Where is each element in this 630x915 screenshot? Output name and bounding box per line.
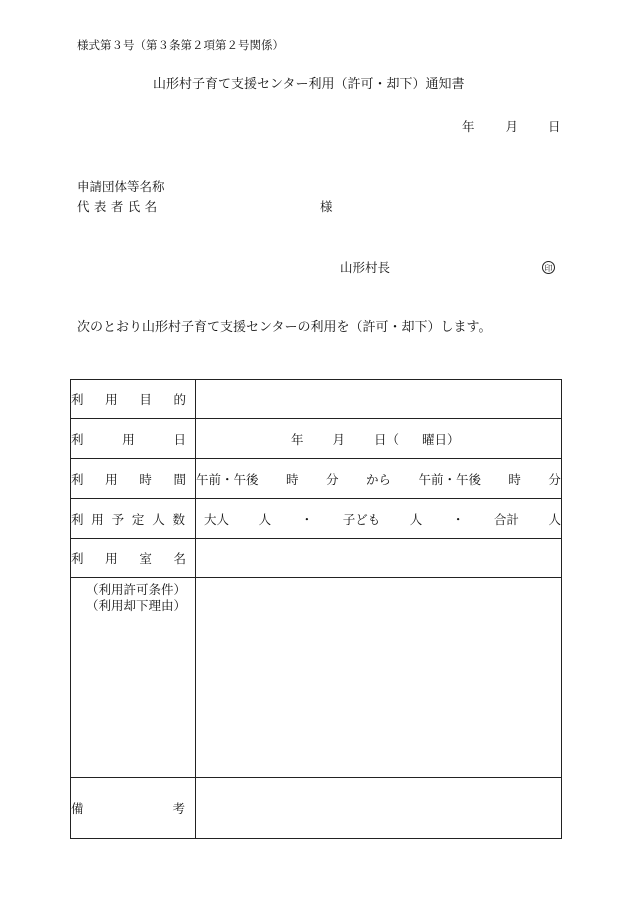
- label-char: 人: [152, 511, 165, 527]
- from-ampm: 午前・午後: [196, 471, 259, 487]
- label-char: 用: [105, 471, 118, 487]
- rep-char: 氏: [127, 199, 145, 214]
- label-char: 考: [172, 801, 185, 816]
- conditions-label: [71, 578, 196, 778]
- row-date: [71, 419, 562, 459]
- document-title: 山形村子育て支援センター利用（許可・却下）通知書: [153, 77, 465, 92]
- date-month: 月: [332, 431, 346, 447]
- label-char: 利: [71, 471, 84, 487]
- label-char: 時: [139, 471, 152, 487]
- to-minute: 分: [548, 471, 561, 487]
- label-char: 的: [173, 392, 186, 407]
- remarks-label: [71, 778, 196, 839]
- separator: ・: [451, 511, 465, 527]
- representative-label: [77, 199, 162, 215]
- adults-label: 大人: [204, 511, 230, 527]
- usage-form-table: [70, 379, 562, 839]
- date-day-label: 日: [548, 119, 561, 134]
- rep-char: 名: [144, 199, 162, 214]
- label-char: 用: [122, 431, 135, 447]
- time-field[interactable]: [196, 459, 562, 499]
- label-char: 日: [173, 431, 186, 447]
- row-purpose: [71, 380, 562, 419]
- label-char: 目: [139, 392, 152, 407]
- row-room: [71, 539, 562, 578]
- children-label: 子ども: [342, 511, 381, 527]
- remarks-field[interactable]: [196, 778, 562, 839]
- issue-date: [462, 119, 561, 135]
- people-label: [71, 499, 196, 539]
- date-weekday: 曜日）: [422, 431, 460, 447]
- label-char: 利: [71, 551, 84, 566]
- from-hour: 時: [285, 471, 299, 487]
- to-ampm: 午前・午後: [418, 471, 481, 487]
- room-field[interactable]: [196, 539, 562, 578]
- total-unit: 人: [548, 511, 561, 527]
- label-char: 間: [173, 471, 186, 487]
- children-unit: 人: [409, 511, 423, 527]
- issuer-name: 山形村長: [340, 260, 391, 275]
- notice-body-text: 次のとおり山形村子育て支援センターの利用を（許可・却下）します。: [77, 320, 492, 335]
- date-field[interactable]: [196, 419, 562, 459]
- row-conditions: [71, 578, 562, 778]
- form-number: 様式第３号（第３条第２項第２号関係）: [77, 38, 284, 52]
- row-time: [71, 459, 562, 499]
- honorific: 様: [320, 199, 333, 214]
- label-char: 用: [105, 392, 118, 407]
- adults-unit: 人: [258, 511, 272, 527]
- time-label: [71, 459, 196, 499]
- label-char: 備: [71, 801, 84, 816]
- label-char: 利: [71, 511, 84, 527]
- label-char: 用: [105, 551, 118, 566]
- applicant-org-label: 申請団体等名称: [77, 179, 165, 194]
- to-hour: 時: [508, 471, 521, 487]
- rep-char: 者: [110, 199, 128, 214]
- rep-char: 代: [77, 199, 94, 214]
- time-kara: から: [365, 471, 391, 487]
- rep-char: 表: [93, 199, 111, 214]
- row-people: [71, 499, 562, 539]
- date-year-label: 年: [462, 119, 475, 134]
- date-label: [71, 419, 196, 459]
- date-year: 年: [291, 431, 304, 447]
- seal-mark: 印: [542, 261, 555, 274]
- room-label: [71, 539, 196, 578]
- people-field[interactable]: [196, 499, 562, 539]
- separator: ・: [300, 511, 314, 527]
- date-month-label: 月: [505, 119, 519, 134]
- purpose-field[interactable]: [196, 380, 562, 419]
- label-char: 定: [131, 511, 145, 527]
- label-char: 数: [172, 511, 185, 527]
- label-char: 利: [71, 392, 84, 407]
- row-remarks: [71, 778, 562, 839]
- permit-conditions-label: （利用許可条件）: [86, 582, 187, 597]
- purpose-label: [71, 380, 196, 419]
- label-char: 室: [139, 551, 152, 566]
- rejection-reason-label: （利用却下理由）: [86, 598, 187, 613]
- from-minute: 分: [325, 471, 339, 487]
- conditions-field[interactable]: [196, 578, 562, 778]
- label-char: 用: [91, 511, 104, 527]
- label-char: 名: [173, 551, 186, 566]
- label-char: 予: [111, 511, 125, 527]
- label-char: 利: [71, 431, 84, 447]
- total-label: 合計: [493, 511, 519, 527]
- date-day: 日（: [374, 431, 400, 447]
